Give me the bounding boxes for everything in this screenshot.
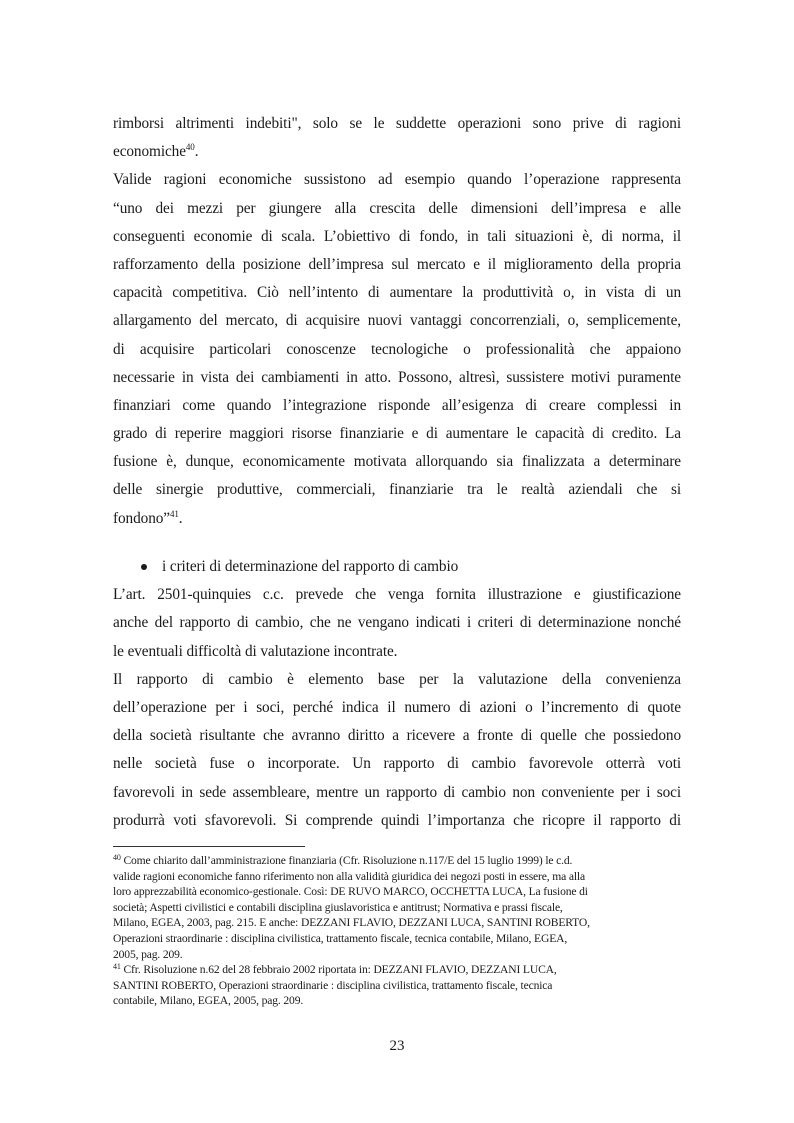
bullet-text: i criteri di determinazione del rapporto di cambio <box>162 558 459 575</box>
text-line: L’art. 2501-quinquies c.c. prevede che venga fornita illustrazione e giustificazione <box>113 586 681 604</box>
text-line: di acquisire particolari conoscenze tecnologiche o professionalità che appaiono <box>113 340 681 358</box>
footnote-ref-40: 40 <box>185 142 195 153</box>
text-line: nelle società fuse o incorporate. Un rapporto di cambio favorevole otterrà voti <box>113 755 681 773</box>
text-line: fondono”$^{41}$. <box>113 508 183 527</box>
text-line: della società risultante che avranno diritto a ricevere a fronte di quelle che possiedono <box>113 727 681 745</box>
footnote-number: 41 <box>113 962 121 972</box>
footnote-line: società; Aspetti civilistici e contabili disciplina giuslavoristica e antitrust; Normativa e prassi fiscale, <box>113 900 563 914</box>
bullet-item <box>113 553 681 581</box>
text-line: anche del rapporto di cambio, che ne vengano indicati i criteri di determinazione nonché <box>113 614 681 632</box>
text-line: Il rapporto di cambio è elemento base per la valutazione della convenienza <box>113 670 681 688</box>
text-line: Valide ragioni economiche sussistono ad esempio quando l’operazione rappresenta <box>113 171 681 189</box>
text-line: necessarie in vista dei cambiamenti in atto. Possono, altresì, sussistere motivi puramente <box>113 368 681 386</box>
text-line: finanziari come quando l’integrazione risponde all’esigenza di creare complessi in <box>113 396 681 414</box>
text-line: favorevoli in sede assembleare, mentre un rapporto di cambio non conveniente per i soci <box>113 783 681 801</box>
text-line: produrrà voti sfavorevoli. Si comprende quindi l’importanza che ricopre il rapporto di <box>113 811 681 829</box>
text-line: fusione è, dunque, economicamente motivata allorquando sia finalizzata a determinare <box>113 453 681 471</box>
footnote-41: $^{41}$ Cfr. Risoluzione n.62 del 28 febbraio 2002 riportata in: DEZZANI FLAVIO, DEZZANI LUCA, SANTINI ROBERTO, Operazioni straordinarie : disciplina civilistica, trattamento fiscale, tecnica contabile, Milano, EGEA, 2005, pag. 209. <box>113 962 673 1009</box>
main-text-top <box>113 110 681 533</box>
footnote-line: contabile, Milano, EGEA, 2005, pag. 209. <box>113 994 304 1008</box>
footnote-separator <box>113 846 305 847</box>
text-line: le eventuali difficoltà di valutazione incontrate. <box>113 642 398 660</box>
text-line: dell’operazione per i soci, perché indica il numero di azioni o l’incremento di quote <box>113 698 681 716</box>
paragraph-3 <box>113 581 681 666</box>
text-line: capacità competitiva. Ciò nell’intento di aumentare la produttività o, in vista di un <box>113 284 681 302</box>
text-line: grado di reperire maggiori risorse finanziarie e di aumentare le capacità di credito. La <box>113 425 681 443</box>
footnote-line: 2005, pag. 209. <box>113 947 183 961</box>
text-line: conseguenti economie di scala. L’obiettivo di fondo, in tali situazioni è, di norma, il <box>113 227 681 245</box>
paragraph-2 <box>113 166 681 532</box>
page-number: 23 <box>389 1038 405 1054</box>
footnote-40: $^{40}$ Come chiarito dall’amministrazione finanziaria (Cfr. Risoluzione n.117/E del 15 luglio 1999) le c.d. valide ragioni economiche fanno riferimento non alla validità giuridica dei negozi posti in essere, ma alla loro apprezzabilità economico-gestionale. Così: DE RUVO MARCO, OCCHETTA LUCA, La fusione di società; Aspetti civilistici e contabili disciplina giuslavoristica e antitrust; Normativa e prassi fiscale, Milano, EGEA, 2003, pag. 215. E anche: DEZZANI FLAVIO, DEZZANI LUCA, SANTINI ROBERTO, Operazioni straordinarie : disciplina civilistica, trattamento fiscale, tecnica contabile, Milano, EGEA, 2005, pag. 209. <box>113 853 673 962</box>
footnote-line: Operazioni straordinarie : disciplina civilistica, trattamento fiscale, tecnica contabile, Milano, EGEA, <box>113 931 568 945</box>
text-line: economiche$^{40}$. <box>113 142 199 161</box>
text-line: allargamento del mercato, di acquisire nuovi vantaggi concorrenziali, o, semplicemente, <box>113 312 681 330</box>
text-line: rimborsi altrimenti indebiti", solo se le suddette operazioni sono prive di ragioni <box>113 115 681 132</box>
footnote-line: loro apprezzabilità economico-gestionale. Così: DE RUVO MARCO, OCCHETTA LUCA, La fusione di <box>113 885 588 899</box>
footnote-number: 40 <box>113 853 121 862</box>
text-line: delle sinergie produttive, commerciali, finanziarie tra le realtà aziendali che si <box>113 481 681 499</box>
main-text-bottom <box>113 553 681 835</box>
footnote-line: valide ragioni economiche fanno riferimento non alla validità giuridica dei negozi posti in essere, ma alla <box>113 869 586 883</box>
text-line: rafforzamento della posizione dell’impresa sul mercato e il miglioramento della propria <box>113 255 681 273</box>
paragraph-4 <box>113 666 681 835</box>
bullet-icon <box>141 564 147 570</box>
paragraph-1 <box>113 110 681 166</box>
footnote-ref-41: 41 <box>169 508 179 519</box>
footnote-line: SANTINI ROBERTO, Operazioni straordinarie : disciplina civilistica, trattamento fiscale, tecnica <box>113 978 553 992</box>
text-line: “uno dei mezzi per giungere alla crescita delle dimensioni dell’impresa e alle <box>113 199 681 217</box>
footnote-line: Milano, EGEA, 2003, pag. 215. E anche: DEZZANI FLAVIO, DEZZANI LUCA, SANTINI ROBERTO, <box>113 916 590 930</box>
footnotes <box>113 853 673 1009</box>
